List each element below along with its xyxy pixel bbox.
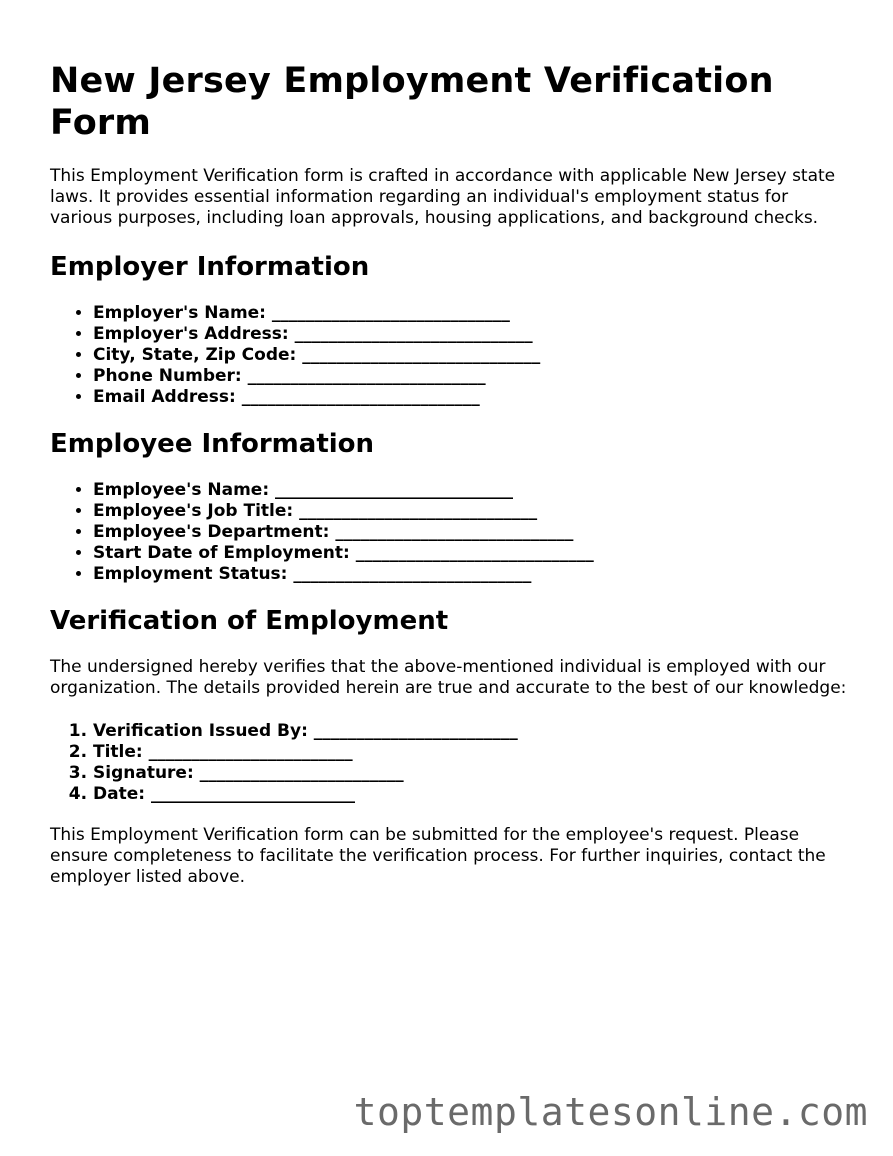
employer-field-list bbox=[50, 303, 850, 408]
verification-title-field: 2. Title: ________________________ bbox=[93, 742, 850, 763]
verification-issued-by-field: 1. Verification Issued By: ________________________ bbox=[93, 721, 850, 742]
verification-date-field: 4. Date: ________________________ bbox=[93, 784, 850, 805]
verification-statement: The undersigned hereby verifies that the above-mentioned individual is employed with our organization. The details provided herein are true and accurate to the best of our knowledge: bbox=[50, 657, 847, 698]
site-watermark: toptemplatesonline.com bbox=[353, 1090, 868, 1134]
employer-address-field: • Employer's Address: ____________________________ bbox=[93, 324, 850, 345]
employer-email-field: • Email Address: ____________________________ bbox=[93, 387, 850, 408]
employee-department-field: • Employee's Department: ____________________________ bbox=[93, 522, 850, 543]
employee-field-list bbox=[50, 480, 850, 585]
document-page bbox=[50, 60, 850, 910]
employee-job-title-field: • Employee's Job Title: ____________________________ bbox=[93, 501, 850, 522]
verification-field-list bbox=[50, 721, 850, 805]
employer-name-field: • Employer's Name: ____________________________ bbox=[93, 303, 850, 324]
employer-section-heading: Employer Information bbox=[50, 252, 370, 282]
intro-paragraph: This Employment Verification form is crafted in accordance with applicable New Jersey state laws. It provides essential information regarding an individual's employment status for various purposes, including loan approvals, housing applications, and background checks. bbox=[50, 166, 836, 228]
employee-section-heading: Employee Information bbox=[50, 429, 375, 459]
employee-status-field: • Employment Status: ____________________________ bbox=[93, 564, 850, 585]
employee-name-field: • Employee's Name: ____________________________ bbox=[93, 480, 850, 501]
closing-paragraph: This Employment Verification form can be submitted for the employee's request. Please ensure completeness to facilitate the verification process. For further inquiries, contact the employer listed above. bbox=[50, 825, 826, 887]
employer-phone-field: • Phone Number: ____________________________ bbox=[93, 366, 850, 387]
page-title: New Jersey Employment Verification Form bbox=[50, 61, 774, 143]
employer-city-state-zip-field: • City, State, Zip Code: ____________________________ bbox=[93, 345, 850, 366]
verification-section-heading: Verification of Employment bbox=[50, 606, 449, 636]
employee-start-date-field: • Start Date of Employment: ____________________________ bbox=[93, 543, 850, 564]
verification-signature-field: 3. Signature: ________________________ bbox=[93, 763, 850, 784]
